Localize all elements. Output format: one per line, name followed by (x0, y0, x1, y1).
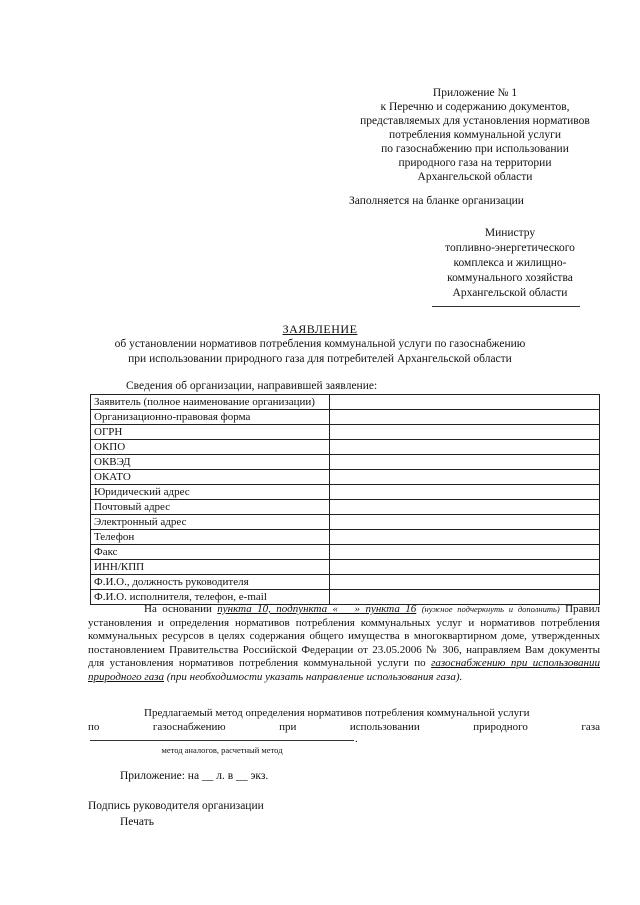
field-label: Заявитель (полное наименование организации) (91, 395, 330, 410)
table-row (91, 515, 600, 530)
table-row (91, 455, 600, 470)
appendix-line: природного газа на территории (398, 157, 552, 169)
field-value-cell[interactable] (330, 575, 600, 590)
table-row (91, 530, 600, 545)
table-row (91, 560, 600, 575)
field-label: ОГРН (91, 425, 330, 440)
field-label: Юридический адрес (91, 485, 330, 500)
method-period: . (355, 733, 358, 745)
field-label: Организационно-правовая форма (91, 410, 330, 425)
table-row (91, 485, 600, 500)
addressee-block (420, 226, 600, 301)
field-label: ИНН/КПП (91, 560, 330, 575)
appendix-header (340, 86, 610, 184)
method-line-2 (88, 720, 600, 734)
basis-fill-note: (нужное подчеркнуть и дополнить) (421, 604, 560, 614)
basis-reference-field[interactable]: пункта 10, подпункта «___» пункта 16 (217, 603, 417, 615)
field-value-cell[interactable] (330, 425, 600, 440)
document-title (100, 322, 540, 337)
organization-info-table (90, 394, 600, 605)
method-word: использовании (349, 721, 420, 733)
appendix-line: по газоснабжению при использовании (381, 143, 569, 155)
addressee-line: Министру (484, 227, 536, 239)
field-value-cell[interactable] (330, 395, 600, 410)
basis-intro: На основании (144, 603, 212, 615)
method-word: газоснабжению (152, 721, 226, 733)
basis-direction-note: (при необходимости указать направление использования газа). (166, 670, 463, 683)
table-row (91, 545, 600, 560)
signature-label: Подпись руководителя организации (88, 800, 264, 812)
field-value-cell[interactable] (330, 530, 600, 545)
appendix-line: Приложение № 1 (432, 87, 518, 99)
document-subtitle (100, 337, 540, 367)
table-row (91, 395, 600, 410)
field-value-cell[interactable] (330, 440, 600, 455)
appendix-line: потребления коммунальной услуги (389, 129, 561, 141)
table-caption: Сведения об организации, направившей заявление: (126, 380, 378, 392)
field-value-cell[interactable] (330, 545, 600, 560)
field-label: Ф.И.О., должность руководителя (91, 575, 330, 590)
table-row (91, 470, 600, 485)
addressee-line: комплекса и жилищно- (453, 257, 567, 269)
field-value-cell[interactable] (330, 470, 600, 485)
table-row (91, 440, 600, 455)
basis-body: Правил установления и определения нормативов потребления коммунальных услуг и нормативов потребления коммунальных ресурсов в целях содержания общего имущества в многоквартирном доме, утвержденных постановлением Правительства Российской Федерации от 23.05.2006 № 306, направляем Вам документы для установления нормативов потребления коммунальной услуги по (88, 603, 601, 669)
method-word: по (88, 721, 100, 733)
addressee-blank-line (432, 306, 580, 307)
paragraph-method (88, 706, 600, 734)
subtitle-line: об установлении нормативов потребления коммунальной услуги по газоснабжению (114, 338, 526, 350)
field-value-cell[interactable] (330, 410, 600, 425)
field-label: ОКПО (91, 440, 330, 455)
basis-service: газоснабжению при использовании природного газа (88, 657, 601, 683)
method-word: газа (581, 721, 600, 733)
method-word: при (279, 721, 297, 733)
field-label: Электронный адрес (91, 515, 330, 530)
field-label: Факс (91, 545, 330, 560)
appendix-line: представляемых для установления нормативов (360, 115, 590, 127)
paragraph-basis (88, 603, 600, 684)
method-caption: метод аналогов, расчетный метод (161, 745, 283, 755)
field-value-cell[interactable] (330, 515, 600, 530)
field-value-cell[interactable] (330, 560, 600, 575)
method-blank-field[interactable] (90, 740, 354, 741)
field-label: Телефон (91, 530, 330, 545)
attachment-line: Приложение: на __ л. в __ экз. (120, 770, 269, 782)
field-value-cell[interactable] (330, 500, 600, 515)
appendix-line: к Перечню и содержанию документов, (380, 101, 570, 113)
field-value-cell[interactable] (330, 485, 600, 500)
field-value-cell[interactable] (330, 455, 600, 470)
field-label: Ф.И.О. исполнителя, телефон, e-mail (91, 590, 330, 605)
appendix-line: Архангельской области (417, 171, 533, 183)
field-label: ОКАТО (91, 470, 330, 485)
method-word: природного (473, 721, 528, 733)
table-row (91, 500, 600, 515)
table-row (91, 410, 600, 425)
field-label: Почтовый адрес (91, 500, 330, 515)
addressee-line: Архангельской области (452, 287, 568, 299)
document-title-text: ЗАЯВЛЕНИЕ (282, 322, 358, 336)
table-row (91, 575, 600, 590)
stamp-label: Печать (120, 816, 154, 828)
letterhead-note: Заполняется на бланке организации (349, 195, 524, 207)
field-label: ОКВЭД (91, 455, 330, 470)
subtitle-line: при использовании природного газа для потребителей Архангельской области (128, 353, 512, 365)
method-line-1: Предлагаемый метод определения нормативов потребления коммунальной услуги (144, 707, 530, 719)
table-row (91, 425, 600, 440)
addressee-line: коммунального хозяйства (447, 272, 573, 284)
addressee-line: топливно-энергетического (445, 242, 575, 254)
